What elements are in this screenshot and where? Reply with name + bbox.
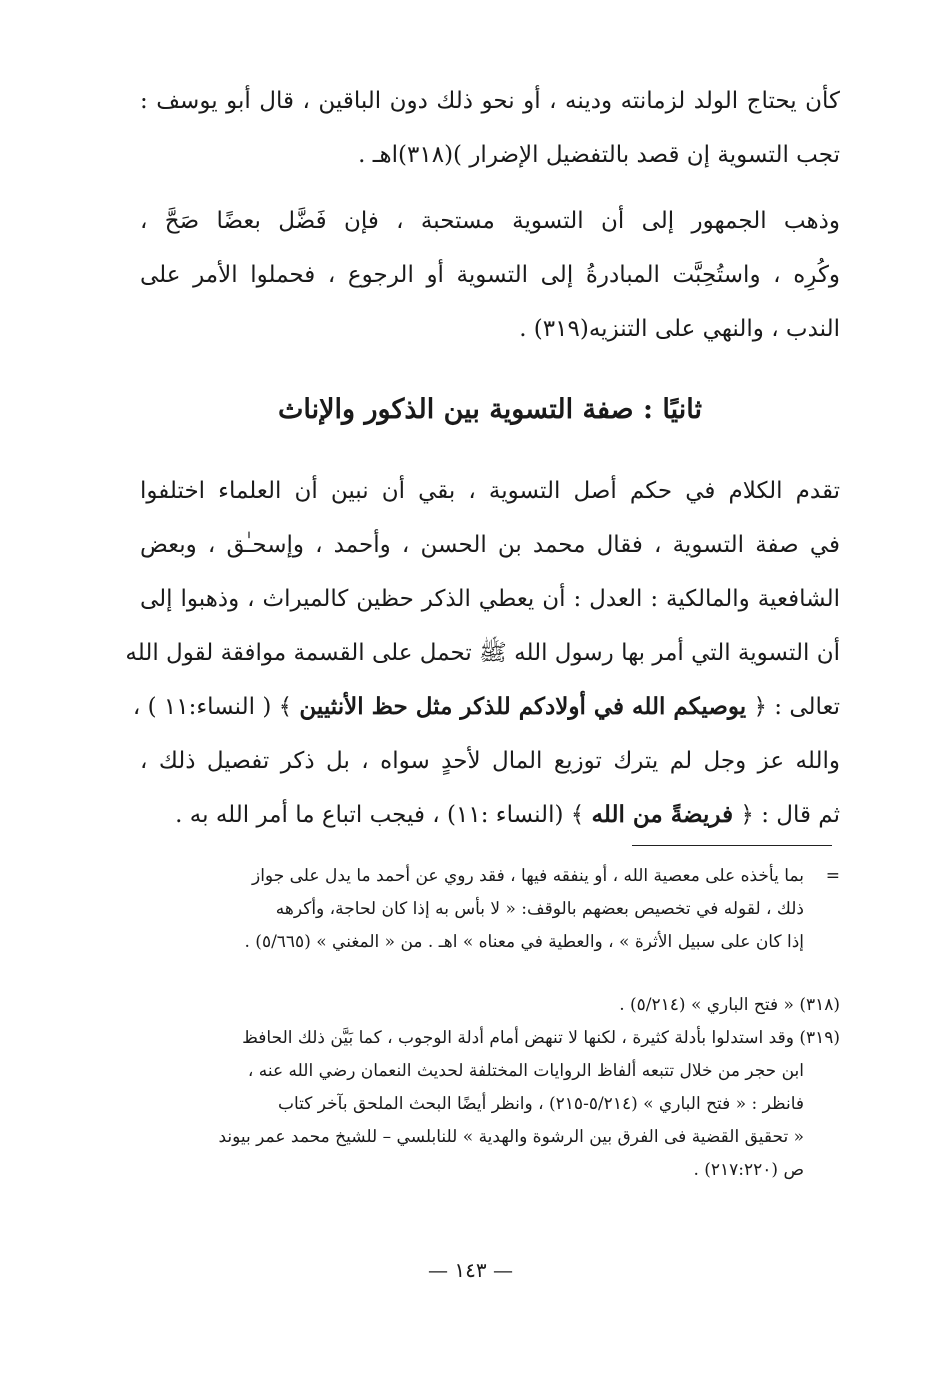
paragraph-3 (125, 464, 840, 842)
quran-quote: فريضةً من الله (591, 801, 734, 828)
footnote-line: ذلك ، لقوله في تخصيص بعضهم بالوقف: « لا بأس به إذا كان لحاجة، وأكرهه (275, 899, 804, 919)
footnote-line: ابن حجر من خلال تتبعه ألفاظ الروايات المختلفة لحديث النعمان رضي الله عنه ، (247, 1061, 804, 1081)
section-heading: ثانيًا : صفة التسوية بين الذكور والإناث (277, 394, 702, 425)
footnote-line: فانظر : « فتح الباري » (٥/٢١٤-٢١٥) ، وانظر أيضًا البحث الملحق بآخر كتاب (277, 1094, 804, 1114)
text-segment: ثم قال : ﴿ (733, 802, 840, 828)
continuation-mark: = (825, 866, 840, 886)
page-number: — ١٤٣ — (428, 1258, 513, 1282)
text-line: الشافعية والمالكية : العدل : أن يعطي الذكر حظين كالميراث ، وذهبوا إلى (140, 586, 840, 612)
text-line: والله عز وجل لم يترك توزيع المال لأحدٍ سواه ، بل ذكر تفصيل ذلك ، (140, 748, 840, 774)
text-line-with-quran-quote (140, 788, 840, 842)
text-line: الندب ، والنهي على التنزيه(٣١٩) . (519, 316, 840, 342)
text-line: أن التسوية التي أمر بها رسول الله ﷺ تحمل على القسمة موافقة لقول الله (125, 640, 840, 666)
text-line: وذهب الجمهور إلى أن التسوية مستحبة ، فإن فَضَّل بعضًا صَحَّ ، (140, 208, 840, 234)
footnote-continuation (140, 860, 840, 959)
text-line: في صفة التسوية ، فقال محمد بن الحسن ، وأحمد ، وإسحـٰق ، وبعض (140, 532, 840, 558)
footnote-line: ص (٢١٧:٢٢٠) . (693, 1160, 804, 1180)
paragraph-2 (140, 194, 840, 356)
text-segment: تعالى : ﴿ (746, 694, 840, 720)
text-segment: ﴾ (النساء :١١) ، فيجب اتباع ما أمر الله به . (175, 802, 592, 828)
text-line: كأن يحتاج الولد لزمانته ودينه ، أو نحو ذلك دون الباقين ، قال أبو يوسف : (140, 88, 840, 114)
paragraph-1 (140, 74, 840, 182)
quran-quote: يوصيكم الله في أولادكم للذكر مثل حظ الأنثيين (299, 693, 747, 720)
footnote-line: (٣١٩) وقد استدلوا بأدلة كثيرة ، لكنها لا تنهض أمام أدلة الوجوب ، كما بَيَّن ذلك الحافظ (242, 1028, 840, 1048)
footnote-line: « تحقيق القضية فى الفرق بين الرشوة والهدية » للنابلسي – للشيخ محمد عمر بيوند (218, 1127, 804, 1147)
footnote-318 (140, 989, 840, 1022)
footnote-line: إذا كان على سبيل الأثرة » ، والعطية في معناه » اهـ . من « المغني » (٥/٦٦٥) . (244, 932, 804, 952)
footnote-319 (140, 1022, 840, 1187)
text-line: تجب التسوية إن قصد بالتفضيل الإضرار )(٣١٨)اهـ . (358, 142, 840, 168)
text-line-with-quran-quote (132, 680, 840, 734)
text-line: تقدم الكلام في حكم أصل التسوية ، بقي أن نبين أن العلماء اختلفوا (140, 478, 840, 504)
text-line: وكُرِه ، واستُحِبَّت المبادرةُ إلى التسوية أو الرجوع ، فحملوا الأمر على (140, 262, 840, 288)
footnote-line: (٣١٨) « فتح الباري » (٥/٢١٤) . (619, 995, 840, 1015)
footnote-divider (632, 845, 832, 846)
footnote-line: بما يأخذه على معصية الله ، أو ينفقه فيها ، فقد روي عن أحمد ما يدل على جواز (252, 866, 804, 886)
text-segment: ﴾ ( النساء:١١ ) ، (132, 694, 300, 720)
